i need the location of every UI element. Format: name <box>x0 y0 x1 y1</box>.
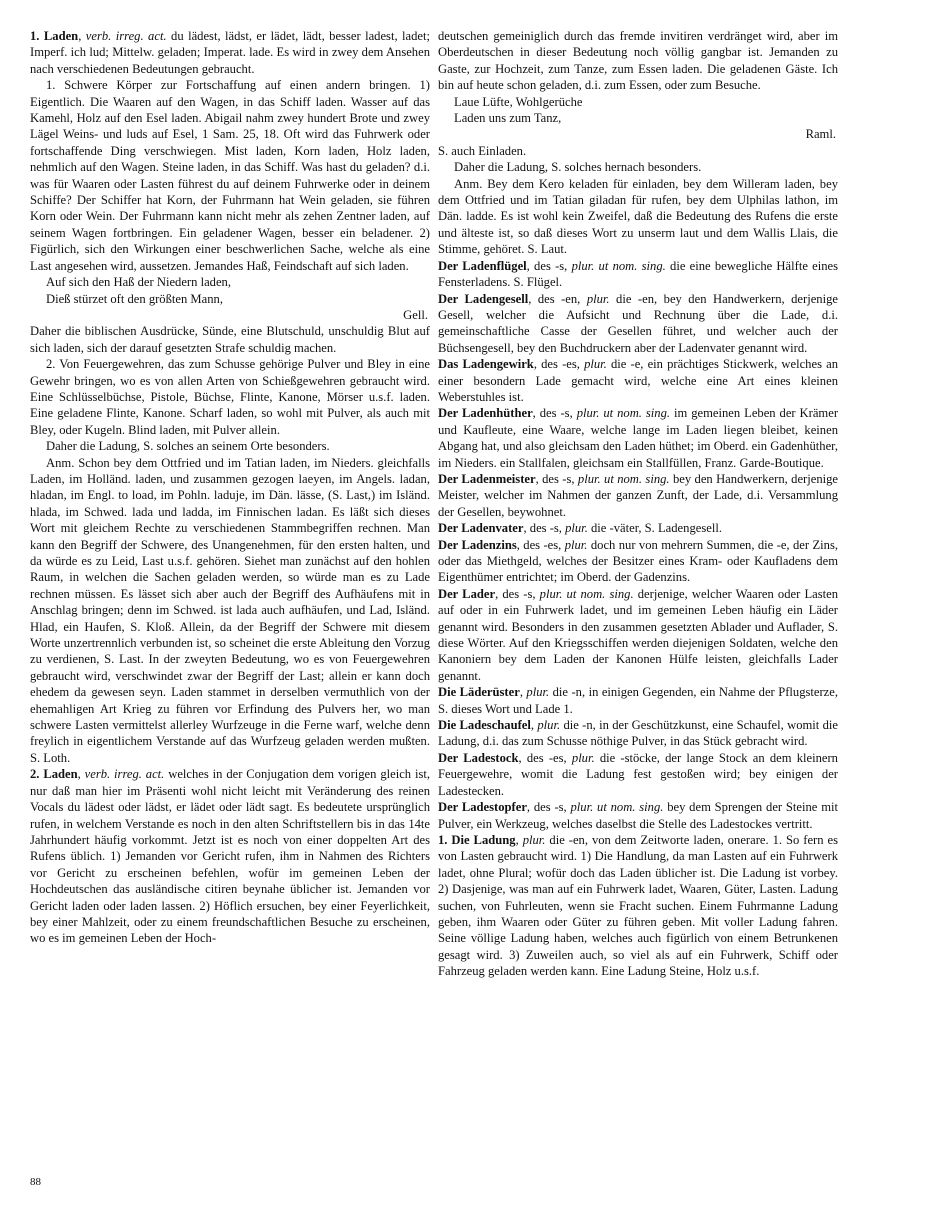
entry-text: die -väter, S. Ladengesell. <box>587 521 722 536</box>
verse-line: Laue Lüfte, Wohlgerüche <box>454 94 583 109</box>
dictionary-entry <box>438 832 838 980</box>
entry-text: derjenige, welcher Waaren oder Lasten auf oder in ein Fuhrwerk ladet, und im gemeinen Leben häufig ein Läder genannt wird. Besonders in den zusammen gesetzten Ablader und Auflader, S. diese Wörter. Auf den Kriegsschiffen werden diejenigen Soldaten, welche den Kanoniern bey dem Laden der Kanonen Hülfe leisten, gleichfalls Lader genannt. <box>438 586 839 683</box>
entry-list <box>438 258 838 980</box>
entry-pre: , des -s, <box>495 586 540 601</box>
headword: Das Ladengewirk <box>438 357 534 372</box>
grammar-note: plur. <box>564 537 588 552</box>
headword: 2. Laden <box>30 767 78 782</box>
entry-pre: , des -en, <box>528 291 587 306</box>
grammar-note: plur. <box>571 750 595 765</box>
dictionary-entry <box>438 356 838 405</box>
grammar-note: verb. irreg. act. <box>85 29 167 43</box>
right-column <box>438 28 838 980</box>
entry-text: du lädest, lädst, er lädet, lädt, besser ladest, ladet; Imperf. ich lud; Mittelw. geladen; Imperat. lade. Es wird in zwey dem Ansehen nach verschiedenen Bedeutungen gebraucht. <box>30 29 431 76</box>
headword: Der Ladenvater <box>438 521 524 536</box>
entry-text: die -en, von dem Zeitworte laden, onerare. 1. So fern es von Lasten gebraucht wird. 1) Die Handlung, da man Lasten auf ein Fuhrwerk ladet, ohne Plural; wofür doch das Laden üblicher ist. Die Ladung ist vorbey. 2) Dasjenige, was man auf ein Fuhrwerk ladet, Waaren, Güter, Lasten. Ladung suchen, von Fuhrleuten, wenn sie Fracht suchen. Einem Fuhrmanne Ladung geben, ihm Waaren oder Güter zu führen geben. Mit voller Ladung fahren. Seine völlige Ladung haben, welches auch figürlich von einem Betrunkenen gesagt wird. 3) Zuweilen auch, so viel als auf ein Fuhrwerk, Schiff oder Fahrzeug geladen werden kann. Eine Ladung Steine, Holz u.s.f. <box>438 832 839 979</box>
grammar-note: plur. ut nom. sing. <box>576 406 671 421</box>
entry-pre: , <box>519 685 527 700</box>
cross-reference: Daher die Ladung, S. solches hernach besonders. <box>454 160 702 175</box>
cross-reference: Daher die Ladung, S. solches an seinem Orte besonders. <box>46 439 330 454</box>
see-also: S. auch Einladen. <box>438 143 527 158</box>
verse-line: Dieß stürzet oft den größten Mann, <box>46 291 223 306</box>
entry-pre: , des -es, <box>533 357 585 372</box>
dictionary-entry <box>438 684 838 717</box>
dictionary-entry <box>438 586 838 684</box>
grammar-note: plur. <box>586 291 610 306</box>
dictionary-entry <box>438 405 838 471</box>
dictionary-entry <box>438 750 838 799</box>
headword: Die Läderüster <box>438 685 520 700</box>
dictionary-entry <box>438 537 838 586</box>
left-column <box>30 28 430 947</box>
headword: Die Ladeschaufel <box>438 718 531 733</box>
dictionary-entry <box>438 520 838 536</box>
page-number: 88 <box>30 1176 41 1188</box>
dictionary-entry <box>438 717 838 750</box>
entry-pre: , des -s, <box>535 471 578 486</box>
grammar-note: plur. <box>537 718 561 733</box>
headword: Der Ladenzins <box>438 537 517 552</box>
entry-laden-2: 2. Laden, verb. irreg. act. welches in der Conjugation dem vorigen gleich ist, nur daß man hier im Präsenti wohl nicht leicht mit Veränderung des reinen Vocals du lädest oder lädst, er lädet oder lädt sagt. Es bedeutete ursprünglich rufen, in welchem Verstande es noch in den alten Schriftstellern bis in das 14te Jahrhundert häufig vorkommt. Jetzt ist es noch von einer doppelten Art des Rufens üblich. 1) Jemanden vor Gericht rufen, ihm in Nahmen des Richters vor Gericht zu erscheinen befehlen, wofür im gemeinen Leben der Hochdeutschen das ausländische citiren beynahe üblicher ist. Jemanden vor Gericht laden oder laden lassen. 2) Höflich ersuchen, bey einer Feyerlichkeit, bey einer Mahlzeit, oder zu einem freundschaftlichen Besuche zu erscheinen, wo es im gemeinen Leben der Hoch- <box>30 767 431 946</box>
entry-text: die eine bewegliche Hälfte eines Fensterladens. S. Flügel. <box>438 258 839 290</box>
sense-2: 2. Von Feuergewehren, das zum Schusse gehörige Pulver und Bley in eine Gewehr bringen, wo es von allen Arten von Schießgewehren gebraucht wird. Eine Schlüsselbüchse, Pistole, Büchse, Flinte, Kanone, Mörser u.s.f. laden. Eine geladene Flinte, Kanone. Scharf laden, so wohl mit Pulver, als auch mit Bley, oder Kugeln. Blind laden, mit Pulver allein. <box>30 357 430 437</box>
entry-pre: , <box>530 718 538 733</box>
entry-pre: , des -s, <box>532 406 577 421</box>
headword: Der Ladestock <box>438 750 519 765</box>
grammar-note: plur. ut nom. sing. <box>577 471 670 486</box>
headword: 1. Die Ladung <box>438 832 516 847</box>
grammar-note: plur. ut nom. sing. <box>570 800 664 815</box>
headword: Der Ladestopfer <box>438 800 527 815</box>
entry-text: im gemeinen Leben der Krämer und Kaufleute, eine Waare, welche lange im Laden liegen bleibet, keinen Abgang hat, und also gleichsam den Laden hüthet; im Oberd. ein Gadenhüther, im Nieders. ein Stallfalen, gleichsam ein Stallfüllen, Franz. Garde-Boutique. <box>438 406 839 470</box>
grammar-note: plur. ut nom. sing. <box>571 258 666 273</box>
headword: Der Ladengesell <box>438 291 529 306</box>
sense-1: 1. Schwere Körper zur Fortschaffung auf einen andern bringen. 1) Eigentlich. Die Waaren auf den Wagen, in das Schiff laden. Wasser auf das Kamehl, Holz auf den Esel laden. Abigail nahm zwey hundert Brote und zwey Lägel Weins- und luds auf Esel, 1 Sam. 25, 18. Oft wird das Fuhrwerk oder fortschaffende Ding verschwiegen. Mist laden, Korn laden, Holz laden, nehmlich auf den Wagen. Steine laden, in das Schiff. Was hast du geladen? d.i. was für Waaren oder Lasten führest du auf deinem Fuhrwerke oder in deinem Schiffe? Der Schiffer hat Korn, der Fuhrmann hat Wein geladen, sie führen Korn oder Wein. Der Fuhrmann kann nicht mehr als zehen Zentner laden, auf seinem Wagen fortbringen. Ein geladener Wagen, besser ein beladener. 2) Figürlich, sich den Wirkungen einer beschwerlichen Sache, welche als eine Last angesehen wird, aussetzen. Jemandes Haß, Feindschaft auf sich laden. <box>30 78 430 273</box>
grammar-note: plur. ut nom. sing. <box>539 586 634 601</box>
annotation: Anm. Bey dem Kero keladen für einladen, bey dem Willeram laden, bey dem Ottfried und im Tatian giladan für rufen, bey dem Ulphilas lathon, im Dän. ladde. Es ist wohl kein Zweifel, daß die Bedeutung des Rufens die erste und älteste ist, so daß dieses Wort zu unserm laut und dem Wallis Llais, die Stimme, gehöret. S. Laut. <box>438 176 838 257</box>
dictionary-entry <box>438 471 838 520</box>
entry-text: die -n, in einigen Gegenden, ein Nahme der Pflugsterze, S. dieses Wort und Lade 1. <box>438 685 839 716</box>
entry-laden-1: 1. Laden, verb. irreg. act. du lädest, lädst, er lädet, lädt, besser ladest, ladet; Imperf. ich lud; Mittelw. geladen; Imperat. lade. Es wird in zwey dem Ansehen nach verschiedenen Bedeutungen gebraucht. <box>30 29 431 76</box>
entry-pre: , des -s, <box>526 258 572 273</box>
entry-pre: , des -es, <box>518 750 572 765</box>
grammar-note: plur. <box>565 521 588 536</box>
dictionary-entry <box>438 258 838 291</box>
entry-pre: , des -s, <box>526 800 571 815</box>
entry-text: bey den Handwerkern, derjenige Meister, welcher im Nahmen der ganzen Zunft, der Lade, d.i. Versammlung der Gesellen, beywohnet. <box>438 471 839 519</box>
paragraph: Daher die biblischen Ausdrücke, Sünde, eine Blutschuld, unschuldig Blut auf sich laden, sich der darauf gesetzten Strafe schuldig machen. <box>30 324 430 355</box>
entry-text: die -stöcke, der lange Stock an dem kleinern Feuergewehre, womit die Ladung fest gestoßen wird; bey einigen der Ladestecken. <box>438 750 838 798</box>
dictionary-entry <box>438 799 838 832</box>
grammar-note: plur. <box>522 832 546 847</box>
verse-line: Auf sich den Haß der Niedern laden, <box>46 275 231 290</box>
continuation: deutschen gemeiniglich durch das fremde invitiren verdränget wird, aber im Oberdeutschen in dieser Bedeutung noch völlig gangbar ist. Jemanden zu Gaste, zur Hochzeit, zum Tanze, zum Essen laden. Die geladenen Gäste. Ich bin auf heute schon geladen, d.i. zum Essen, oder zum Besuche. <box>438 29 838 93</box>
grammar-note: plur. <box>526 685 550 700</box>
entry-pre: , des -s, <box>523 521 566 536</box>
entry-pre: , des -es, <box>516 537 565 552</box>
annotation: Anm. Schon bey dem Ottfried und im Tatian laden, im Nieders. gleichfalls Laden, im Holländ. laden, und zusammen gezogen laeyen, im Angels. ladan, hladan, im Engl. to load, im Pohln. laduje, im Dän. lässe, (S. Last,) im Isländ. hlada, im Schwed. lada und ladda, im Finnischen ladan. Es läßt sich dieses Wort mit gleichem Rechte zu verschiedenen Stammbegriffen rechnen. Man kann den Begriff der Schwere, des Unangenehmen, für den ersten halten, und da würde es zu Leid, Last u.s.f. gehören. Siehet man zunächst auf den hohlen Raum, in welchen die Sachen geladen werden, so würde man es zu Lade rechnen müssen. Es lässet sich aber auch der Begriff des Aufhäufens mit in Anschlag bringen; denn im Schwed. ist lada auch aufhäufen, und Lad, Isländ. Hlad, ein Haufen, S. Kloß. Allein, da der Begriff der Schwere mit diesem Worte unzertrennlich verbunden ist, so scheinet die erste Ableitung den Vorzug zu verdienen, S. Last. In der zweyten Bedeutung, wo es von Feuergewehren gebraucht wird, verschwindet zwar der Begriff der Last; allein er kann doch ehedem da gewesen seyn. Laden stammet in derselben vermuthlich von der ehemahligen Art Krieg zu führen vor Erfindung des Pulvers her, wo man schwere Lasten vermittelst allerley Wurfzeuge in die Ferne warf, welche denn freylich in eigentlichem Verstande auf das Wurfzeug geladen werden mußten. S. Loth. <box>30 455 430 765</box>
headword: Der Ladenhüther <box>438 406 533 421</box>
entry-text: welches in der Conjugation dem vorigen gleich ist, nur daß man hier im Präsenti wohl nicht leicht mit Veränderung des reinen Vocals du lädest oder lädst, er lädet oder lädt sagt. Es bedeutete ursprünglich rufen, in welchem Verstande es noch in den alten Schriftstellern bis in das 14te Jahrhundert häufig vorkommt. Jetzt ist es noch von einer doppelten Art des Rufens üblich. 1) Jemanden vor Gericht rufen, ihm in Nahmen des Richters vor Gericht zu erscheinen befehlen, wofür im gemeinen Leben der Hochdeutschen das ausländische citiren beynahe üblicher ist. Jemanden vor Gericht laden oder laden lassen. 2) Höflich ersuchen, bey einer Feyerlichkeit, bey einer Mahlzeit, oder zu einem freundschaftlichen Besuche zu erscheinen, wo es im gemeinen Leben der Hoch- <box>30 767 431 946</box>
entry-text: bey dem Sprengen der Steine mit Pulver, ein Werkzeug, welches daselbst die Stelle des Ladestockes vertritt. <box>438 800 838 831</box>
headword: Der Ladenmeister <box>438 471 536 486</box>
entry-text: die -en, bey den Handwerkern, derjenige Gesell, welcher die Aufsicht und Rechnung über die Lade, d.i. gemeinschaftliche Casse der Gesellen führet, und welcher auch der Büchsengesell, bey den Buchdruckern aber der Ladenvater genannt wird. <box>438 291 838 355</box>
verse-attribution: Raml. <box>805 127 836 142</box>
headword: 1. Laden <box>30 29 79 43</box>
grammar-note: verb. irreg. act. <box>84 767 165 782</box>
verse-line: Laden uns zum Tanz, <box>454 111 562 126</box>
entry-pre: , <box>515 832 523 847</box>
entry-text: doch nur von mehrern Summen, die -e, der Zins, oder das Miethgeld, welches der Besitzer eines Kram- oder Kaufladens dem Eigenthümer entrichtet; im Oberd. der Gadenzins. <box>438 537 838 585</box>
verse-attribution: Gell. <box>403 307 428 322</box>
headword: Der Lader <box>438 586 496 601</box>
dictionary-entry <box>438 291 838 357</box>
headword: Der Ladenflügel <box>438 258 527 273</box>
entry-text: die -n, in der Geschützkunst, eine Schaufel, womit die Ladung, d.i. das zum Schusse nöthige Pulver, in das Stück gebracht wird. <box>438 718 839 749</box>
grammar-note: plur. <box>584 357 607 372</box>
entry-text: die -e, ein prächtiges Stickwerk, welches an einer besondern Lade gemacht wird, welche eine Art eines kleinen Weberstuhles ist. <box>438 357 839 404</box>
